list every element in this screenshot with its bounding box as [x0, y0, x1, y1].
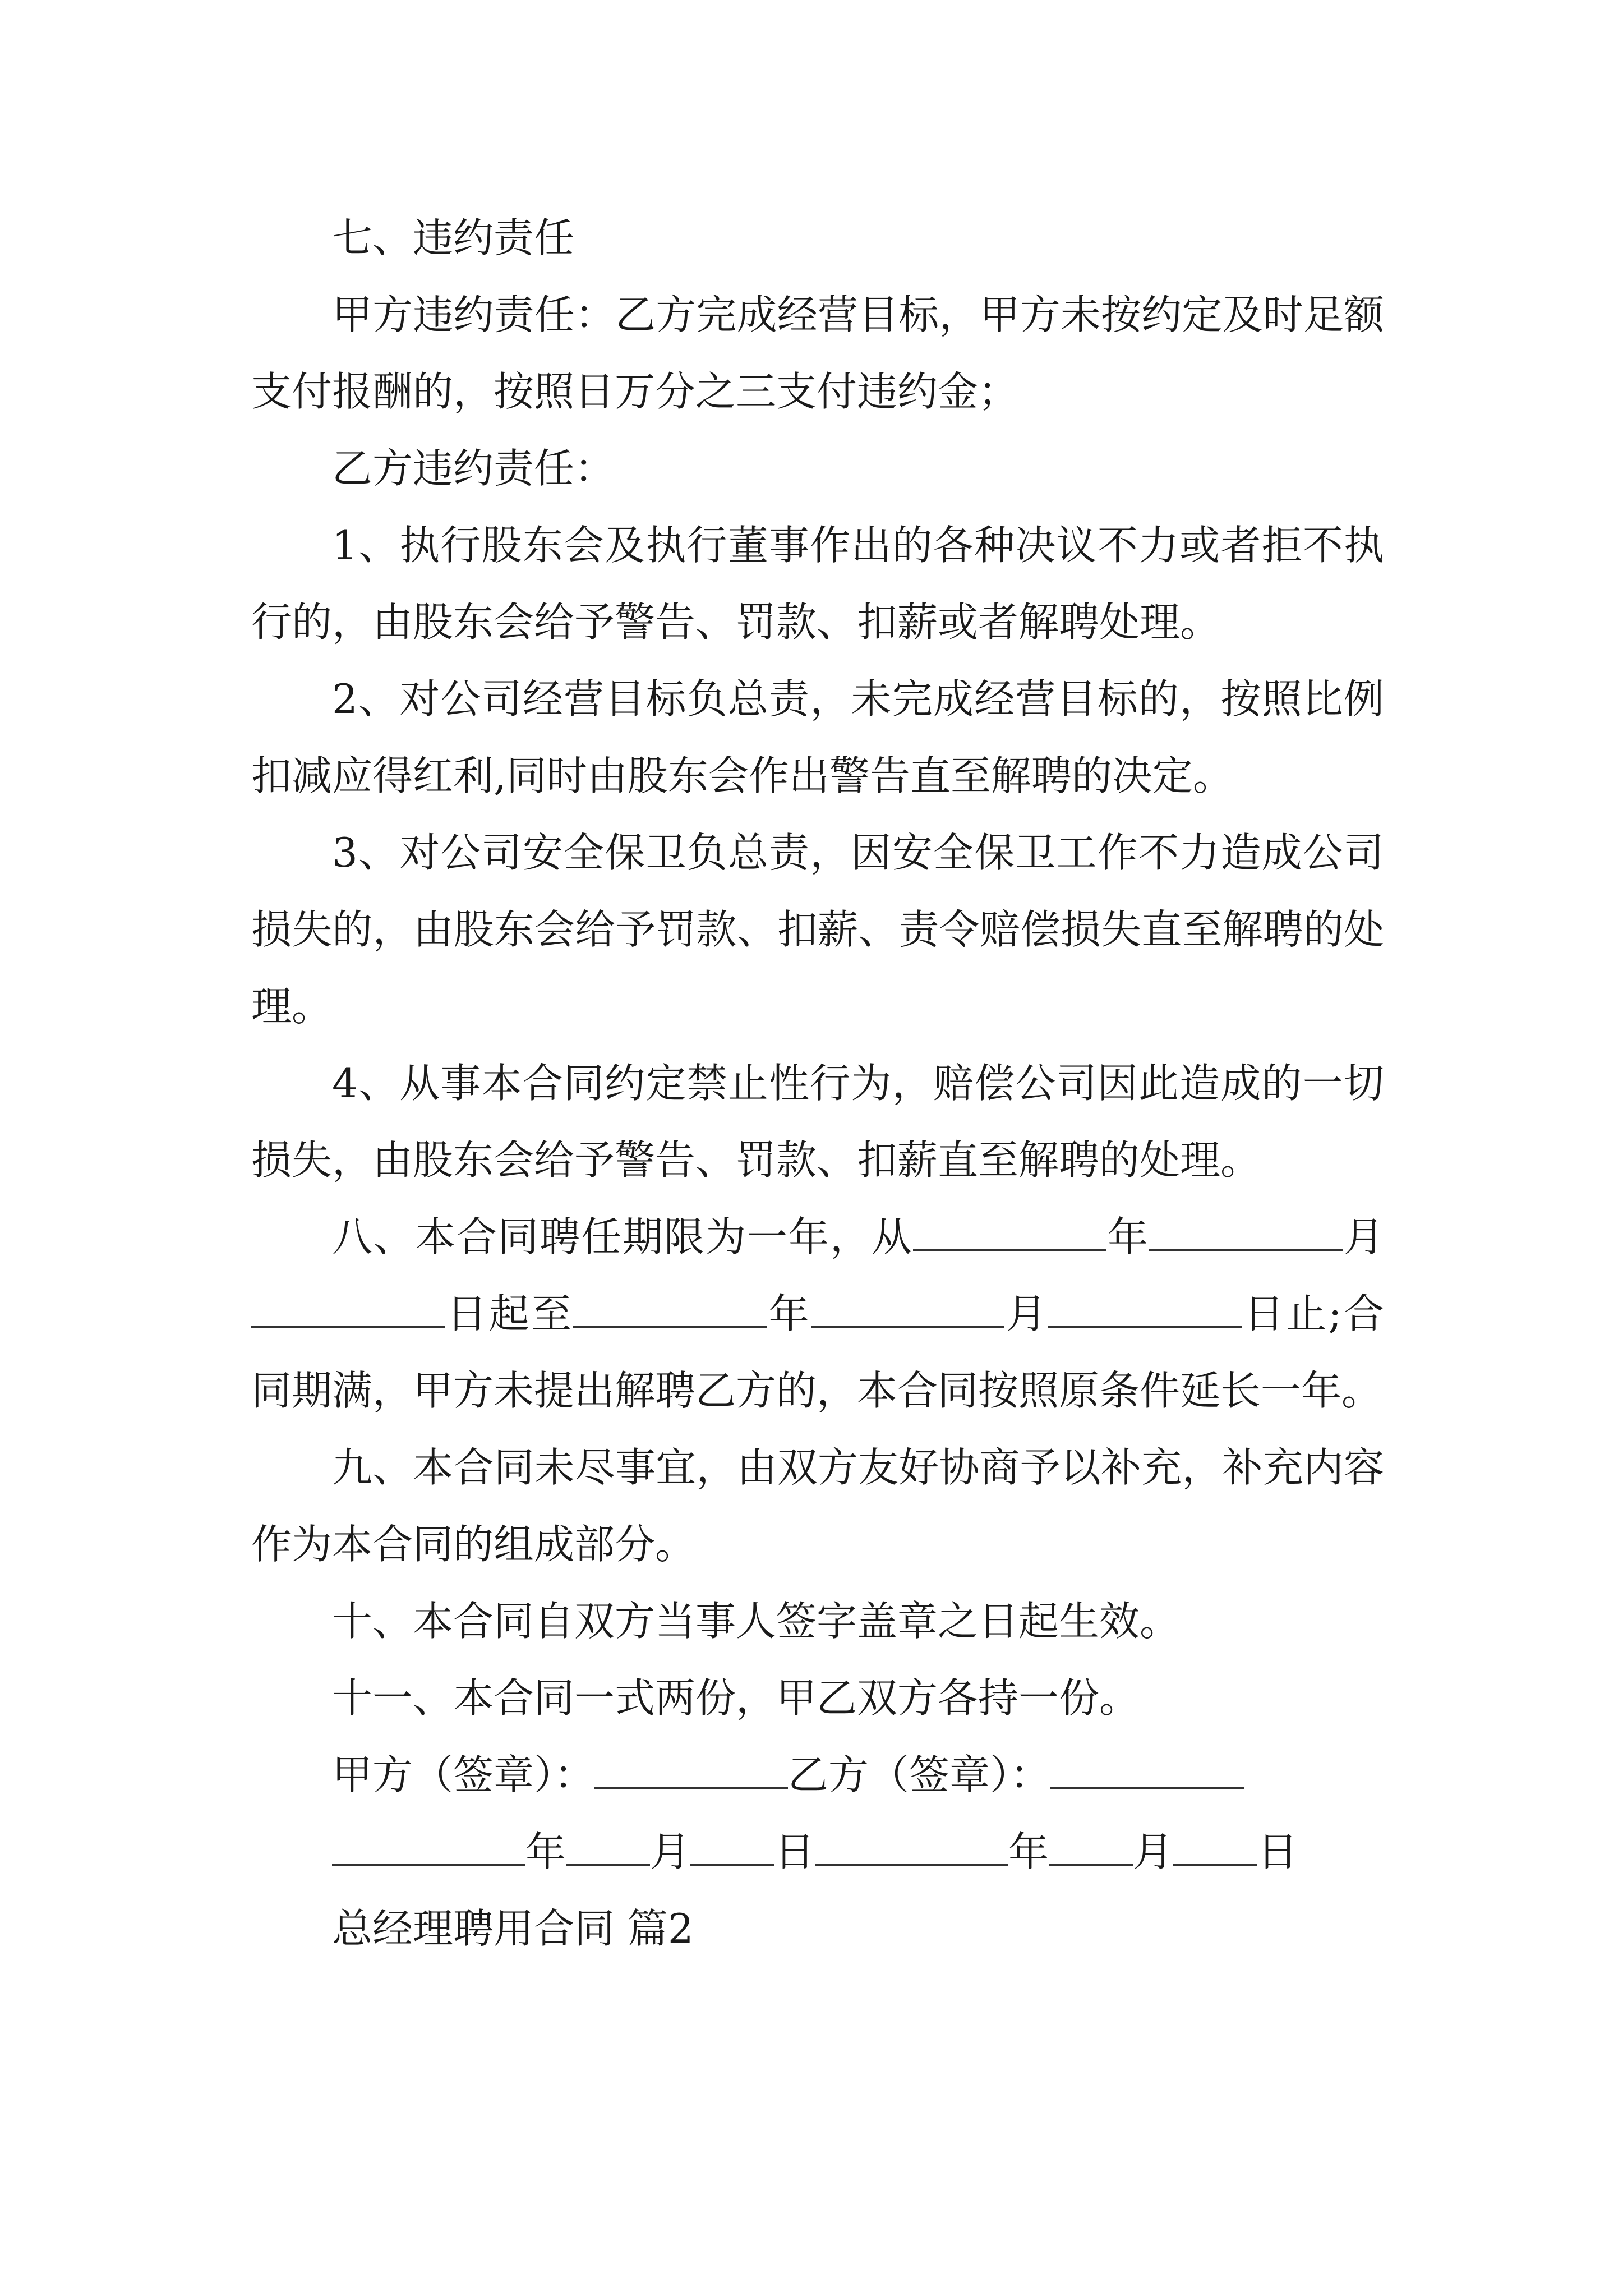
- section8-month-label: 月: [1342, 1213, 1384, 1260]
- start-year-blank[interactable]: [913, 1213, 1106, 1251]
- section7-title: 七、违约责任: [332, 214, 575, 261]
- party-b-signature-blank[interactable]: [1050, 1751, 1244, 1789]
- party-b-date-month-blank[interactable]: [1049, 1828, 1133, 1866]
- section8-day-end-label: 日止;: [1242, 1290, 1342, 1337]
- section8-year-label: 年: [1106, 1213, 1149, 1260]
- party-a-date-day-blank[interactable]: [690, 1828, 774, 1866]
- party-a-liability: 甲方违约责任：乙方完成经营目标，甲方未按约定及时足额支付报酬的，按照日万分之三支付违约金；: [251, 291, 1384, 415]
- signature-labels-line: [251, 1737, 1384, 1814]
- party-b-year-label: 年: [1008, 1828, 1049, 1875]
- party-a-signature-blank[interactable]: [594, 1751, 788, 1789]
- section8-month2-label: 月: [1004, 1290, 1049, 1337]
- party-b-date-year-blank[interactable]: [815, 1828, 1008, 1866]
- section11: 十一、本合同一式两份，甲乙双方各持一份。: [332, 1674, 1140, 1722]
- section10: 十、本合同自双方当事人签字盖章之日起生效。: [332, 1598, 1181, 1645]
- party-b-day-label: 日: [1257, 1828, 1298, 1875]
- section9: 九、本合同未尽事宜，由双方友好协商予以补充，补充内容作为本合同的组成部分。: [251, 1444, 1384, 1568]
- next-contract-title: 总经理聘用合同 篇2: [332, 1905, 694, 1952]
- end-day-blank[interactable]: [1048, 1290, 1242, 1328]
- end-year-blank[interactable]: [573, 1290, 767, 1328]
- document-body: [251, 200, 1384, 1967]
- party-a-year-label: 年: [525, 1828, 566, 1875]
- party-b-date-day-blank[interactable]: [1173, 1828, 1257, 1866]
- liability-item-4: 4、从事本合同约定禁止性行为，赔偿公司因此造成的一切损失，由股东会给予警告、罚款、扣薪直至解聘的处理。: [251, 1060, 1384, 1184]
- party-a-date-year-blank[interactable]: [332, 1828, 525, 1866]
- party-b-month-label: 月: [1133, 1828, 1174, 1875]
- party-b-liability-title: 乙方违约责任：: [332, 445, 615, 492]
- section8-intro: 八、本合同聘任期限为一年，从: [332, 1213, 913, 1260]
- end-month-blank[interactable]: [811, 1290, 1004, 1328]
- liability-item-2: 2、对公司经营目标负总责，未完成经营目标的，按照比例扣减应得红利,同时由股东会作出警告直至解聘的决定。: [251, 675, 1384, 799]
- section8-term: [251, 1199, 1384, 1429]
- party-a-signature-label: 甲方（签章）：: [332, 1751, 595, 1798]
- party-b-signature-label: 乙方（签章）：: [788, 1751, 1051, 1798]
- party-a-month-label: 月: [650, 1828, 691, 1875]
- liability-item-1: 1、执行股东会及执行董事作出的各种决议不力或者拒不执行的，由股东会给予警告、罚款、扣薪或者解聘处理。: [251, 522, 1384, 646]
- party-a-day-label: 日: [774, 1828, 815, 1875]
- party-a-date-month-blank[interactable]: [566, 1828, 650, 1866]
- section8-rest: 合同期满，甲方未提出解聘乙方的，本合同按照原条件延长一年。: [251, 1290, 1384, 1414]
- section8-day-from-label: 日起至: [445, 1290, 574, 1337]
- start-day-blank[interactable]: [251, 1290, 445, 1328]
- section8-year2-label: 年: [767, 1290, 811, 1337]
- start-month-blank[interactable]: [1149, 1213, 1343, 1251]
- signature-dates-line: [251, 1814, 1384, 1890]
- liability-item-3: 3、对公司安全保卫负总责，因安全保卫工作不力造成公司损失的，由股东会给予罚款、扣薪、责令赔偿损失直至解聘的处理。: [251, 829, 1384, 1030]
